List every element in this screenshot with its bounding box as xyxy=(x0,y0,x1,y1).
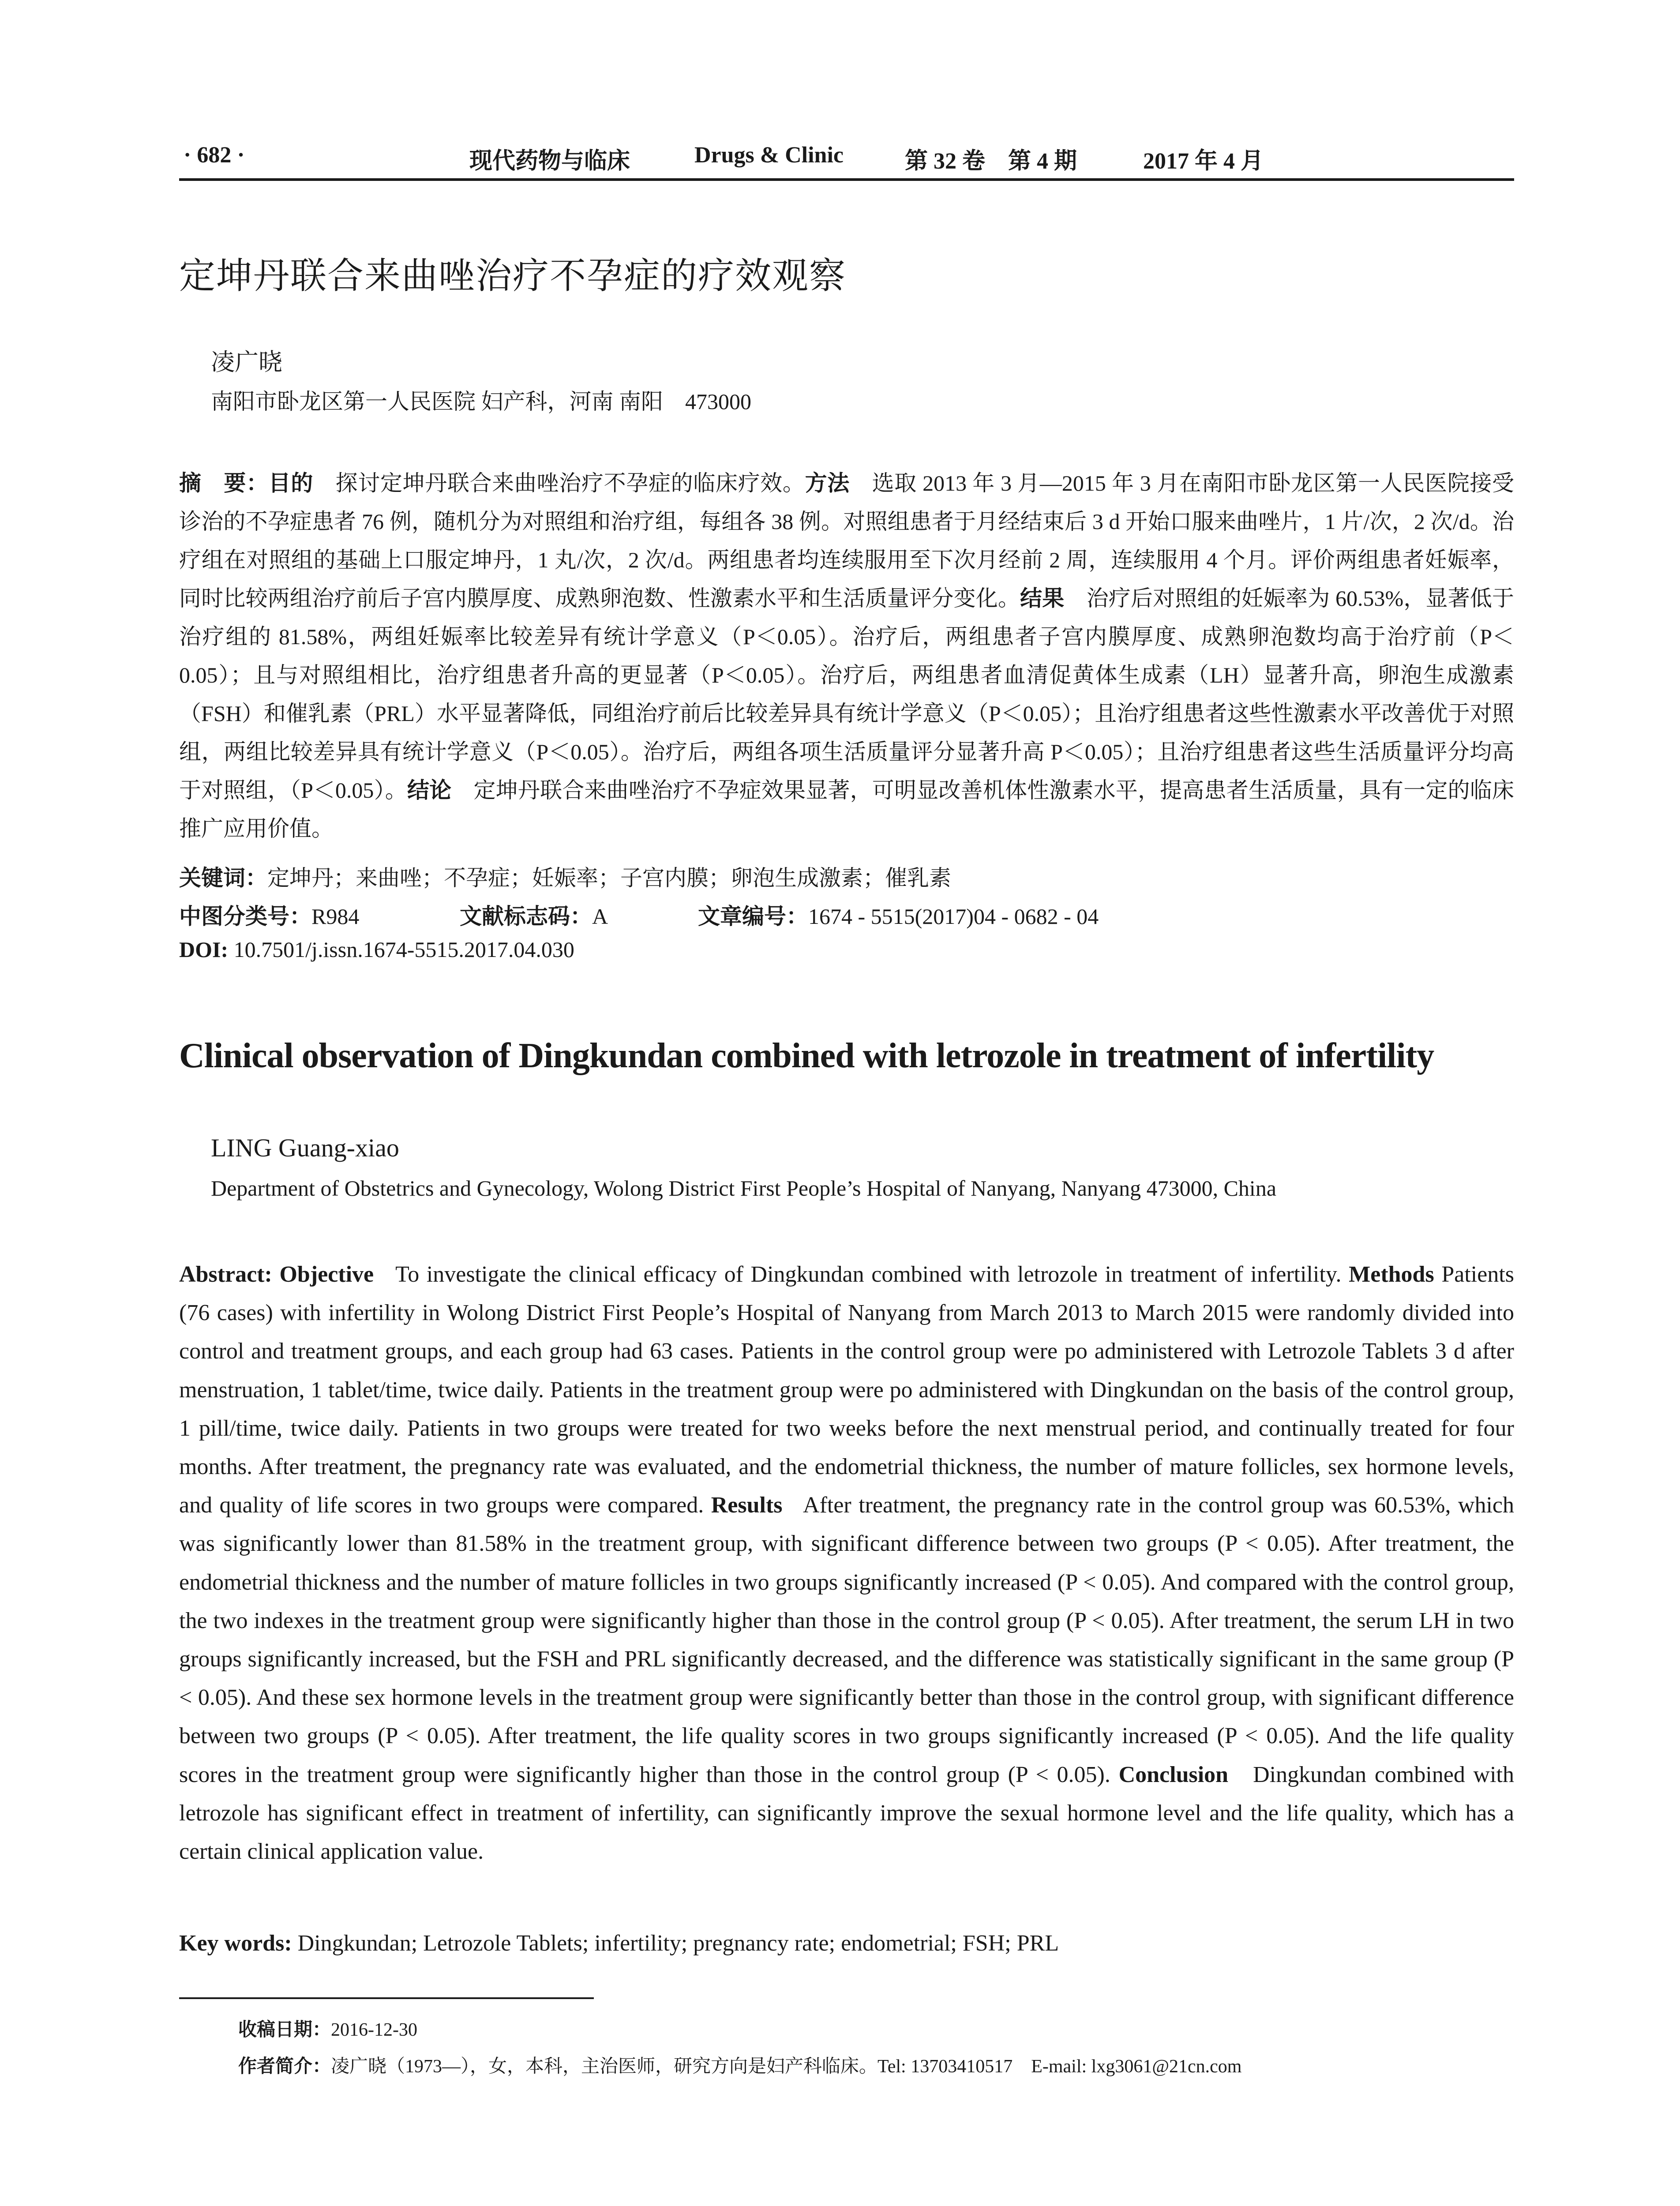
keywords-cn-label: 关键词： xyxy=(179,865,267,891)
conclusion-label-en: Conclusion xyxy=(1118,1762,1229,1787)
header-rule xyxy=(179,178,1514,181)
conclusion-cn: 定坤丹联合来曲唑治疗不孕症效果显著，可明显改善机体性激素水平，提高患者生活质量，具有一定的临床推广应用价值。 xyxy=(179,778,1515,841)
objective-label-en: Objective xyxy=(279,1262,374,1287)
clc-label: 中图分类号： xyxy=(179,904,311,929)
journal-name-en: Drugs & Clinic xyxy=(694,143,844,168)
results-label-en: Results xyxy=(711,1493,783,1518)
affiliation-en: Department of Obstetrics and Gynecology, Wolong District First People’s Hospital of Nanyang, Nanyang 473000, China xyxy=(211,1176,1277,1201)
abstract-cn xyxy=(179,464,1514,848)
keywords-cn-text: 定坤丹；来曲唑；不孕症；妊娠率；子宫内膜；卵泡生成激素；催乳素 xyxy=(267,866,951,890)
article-number-field xyxy=(698,899,1099,930)
title-en: Clinical observation of Dingkundan combined with letrozole in treatment of infertility xyxy=(179,1036,1434,1075)
objective-cn: 探讨定坤丹联合来曲唑治疗不孕症的临床疗效。 xyxy=(335,471,805,495)
methods-label-en: Methods xyxy=(1349,1262,1434,1287)
clc-value: R984 xyxy=(311,904,360,929)
author-en: LING Guang-xiao xyxy=(211,1133,399,1162)
clc-field xyxy=(179,904,359,929)
doc-code-label: 文献标志码： xyxy=(460,904,592,929)
classification-line xyxy=(179,899,1099,930)
title-cn: 定坤丹联合来曲唑治疗不孕症的疗效观察 xyxy=(179,255,847,297)
received-value: 2016-12-30 xyxy=(331,2020,417,2040)
doi-link[interactable]: 10.7501/j.issn.1674-5515.2017.04.030 xyxy=(228,937,574,962)
keywords-en-label: Key words: xyxy=(179,1931,292,1956)
keywords-en xyxy=(179,1930,1059,1956)
results-en: After treatment, the pregnancy rate in the control group was 60.53%, which was significantly lower than 81.58% in the treatment group, with significant difference between two groups (P < 0.05). After treatment, the endometrial thickness and the number of mature follicles in two groups significantly increased (P < 0.05). And compared with the control group, the two indexes in the treatment group were significantly higher than those in the control group (P < 0.05). After treatment, the serum LH in two groups significantly increased, but the FSH and PRL significantly decreased, and the difference was statistically significant in the same group (P < 0.05). And these sex hormone levels in the treatment group were significantly better than those in the control group, with significant difference between two groups (P < 0.05). After treatment, the life quality scores in two groups significantly increased (P < 0.05). And the life quality scores in the treatment group were significantly higher than those in the control group (P < 0.05). xyxy=(179,1493,1514,1787)
issue-date: 2017 年 4 月 xyxy=(1143,149,1264,174)
results-cn: 治疗后对照组的妊娠率为 60.53%，显著低于治疗组的 81.58%，两组妊娠率比较差异有统计学意义（P＜0.05）。治疗后，两组患者子宫内膜厚度、成熟卵泡数均高于治疗前（P＜0.05）；且与对照组相比，治疗组患者升高的更显著（P＜0.05）。治疗后，两组患者血清促黄体生成素（LH）显著升高，卵泡生成激素（FSH）和催乳素（PRL）水平显著降低，同组治疗前后比较差异具有统计学意义（P＜0.05）；且治疗组患者这些性激素水平改善优于对照组，两组比较差异具有统计学意义（P＜0.05）。治疗后，两组各项生活质量评分显著升高 P＜0.05）；且治疗组患者这些生活质量评分均高于对照组，（P＜0.05）。 xyxy=(179,586,1515,803)
page-number: · 682 · xyxy=(184,143,245,168)
footnote-rule xyxy=(179,1997,594,1999)
doi-label: DOI: xyxy=(179,937,229,962)
journal-name-cn: 现代药物与临床 xyxy=(469,149,630,174)
objective-label-cn: 目的 xyxy=(268,470,313,496)
article-number-label: 文章编号： xyxy=(698,904,808,929)
objective-en: To investigate the clinical efficacy of Dingkundan combined with letrozole in treatment of infertility. xyxy=(395,1262,1342,1287)
article-number-value: 1674 - 5515(2017)04 - 0682 - 04 xyxy=(808,904,1099,929)
methods-label-cn: 方法 xyxy=(805,470,850,496)
bio-label: 作者简介： xyxy=(238,2055,331,2077)
doc-code-value: A xyxy=(592,904,608,929)
doi-line xyxy=(179,937,574,962)
author-bio xyxy=(238,2052,1241,2078)
abstract-cn-label: 摘 要： xyxy=(179,470,269,496)
results-label-cn: 结果 xyxy=(1020,585,1065,611)
methods-cn: 选取 2013 年 3 月—2015 年 3 月在南阳市卧龙区第一人民医院接受诊治的不孕症患者 76 例，随机分为对照组和治疗组，每组各 38 例。对照组患者于月经结束后 3 d 开始口服来曲唑片，1 片/次，2 次/d。治疗组在对照组的基础上口服定坤丹，1 丸/次，2 次/d。两组患者均连续服用至下次月经前 2 周，连续服用 4 个月。评价两组患者妊娠率，同时比较两组治疗前后子宫内膜厚度、成熟卵泡数、性激素水平和生活质量评分变化。 xyxy=(179,471,1515,611)
author-cn: 凌广晓 xyxy=(211,349,282,375)
running-header xyxy=(179,142,1514,177)
bio-text: 凌广晓（1973—），女，本科，主治医师，研究方向是妇产科临床。Tel: 13703410517 E-mail: lxg3061@21cn.com xyxy=(331,2056,1242,2077)
abstract-en xyxy=(179,1255,1514,1871)
methods-en: Patients (76 cases) with infertility in Wolong District First People’s Hospital of Nanyang from March 2013 to March 2015 were randomly divided into control and treatment groups, and each group had 63 cases. Patients in the control group were po administered with Letrozole Tablets 3 d after menstruation, 1 tablet/time, twice daily. Patients in the treatment group were po administered with Dingkundan on the basis of the control group, 1 pill/time, twice daily. Patients in two groups were treated for two weeks before the next menstrual period, and continually treated for four months. After treatment, the pregnancy rate was evaluated, and the endometrial thickness, the number of mature follicles, sex hormone levels, and quality of life scores in two groups were compared. xyxy=(179,1262,1515,1518)
conclusion-en: Dingkundan combined with letrozole has significant effect in treatment of infertility, can significantly improve the sexual hormone level and the life quality, which has a certain clinical application value. xyxy=(179,1762,1515,1865)
abstract-en-label: Abstract: xyxy=(179,1262,272,1287)
keywords-en-text: Dingkundan; Letrozole Tablets; infertility; pregnancy rate; endometrial; FSH; PRL xyxy=(292,1931,1059,1956)
conclusion-label-cn: 结论 xyxy=(407,777,452,803)
received-label: 收稿日期： xyxy=(238,2018,331,2040)
volume-issue: 第 32 卷 第 4 期 xyxy=(905,149,1077,174)
keywords-cn xyxy=(179,860,951,892)
affiliation-cn: 南阳市卧龙区第一人民医院 妇产科，河南 南阳 473000 xyxy=(211,389,751,414)
doc-code-field xyxy=(460,899,608,930)
received-date xyxy=(238,2015,417,2041)
